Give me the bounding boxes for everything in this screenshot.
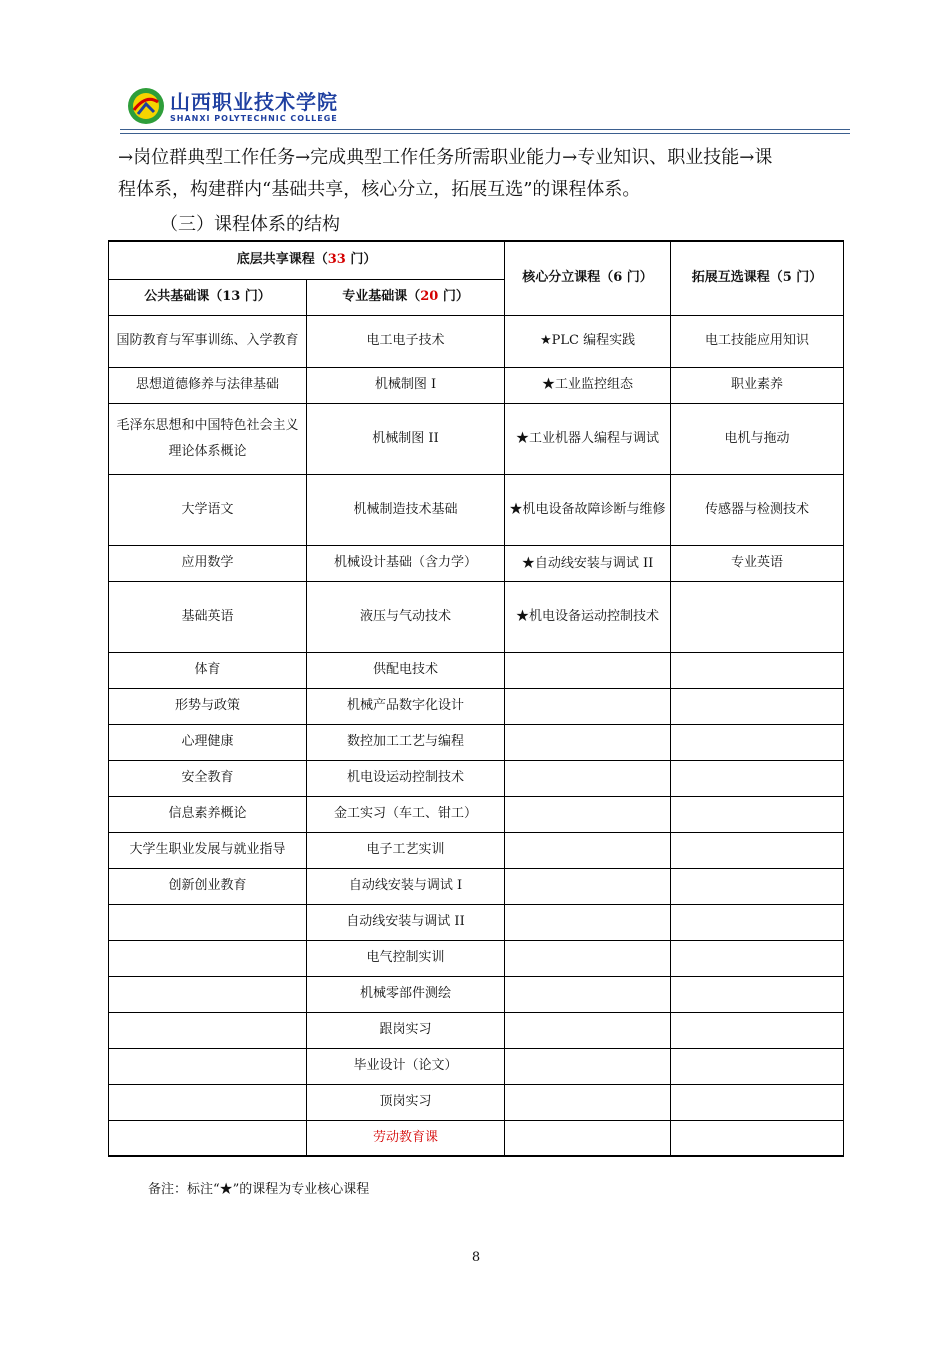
professional-basic-cell: 顶岗实习: [307, 1084, 505, 1120]
table-row: [109, 904, 844, 940]
public-basic-cell: [109, 976, 307, 1012]
elective-course-cell: [671, 976, 844, 1012]
elective-course-cell: [671, 868, 844, 904]
core-course-cell: [505, 868, 671, 904]
header-rule-thin: [120, 133, 850, 134]
public-basic-cell: [109, 1084, 307, 1120]
table-row: [109, 1048, 844, 1084]
elective-course-cell: [671, 1084, 844, 1120]
table-row: [109, 724, 844, 760]
public-basic-cell: 大学语文: [109, 474, 307, 545]
professional-basic-cell: 自动线安装与调试 II: [307, 904, 505, 940]
course-structure-table: [108, 240, 844, 1157]
footnote: 备注：标注“★”的课程为专业核心课程: [148, 1182, 370, 1197]
page-number: 8: [471, 1250, 481, 1265]
core-course-cell: [505, 904, 671, 940]
table-row: [109, 1084, 844, 1120]
core-course-cell: ★工业机器人编程与调试: [505, 403, 671, 474]
body-text-line-2: 程体系，构建群内“基础共享，核心分立，拓展互选”的课程体系。: [118, 179, 641, 200]
public-basic-cell: [109, 904, 307, 940]
core-course-cell: [505, 1084, 671, 1120]
table-row: [109, 581, 844, 652]
school-name-cn: 山西职业技术学院: [170, 90, 338, 114]
public-basic-cell: 心理健康: [109, 724, 307, 760]
public-basic-cell: 思想道德修养与法律基础: [109, 367, 307, 403]
professional-basic-cell: 机械制造技术基础: [307, 474, 505, 545]
course-table-body: [109, 315, 844, 1156]
public-basic-cell: 形势与政策: [109, 688, 307, 724]
table-row: [109, 688, 844, 724]
professional-basic-cell: 机械零部件测绘: [307, 976, 505, 1012]
core-course-cell: [505, 1048, 671, 1084]
public-basic-cell: 应用数学: [109, 545, 307, 581]
table-row: [109, 868, 844, 904]
elective-course-cell: 专业英语: [671, 545, 844, 581]
public-basic-cell: 大学生职业发展与就业指导: [109, 832, 307, 868]
public-basic-cell: 体育: [109, 652, 307, 688]
core-course-cell: [505, 1120, 671, 1156]
professional-basic-cell: 电气控制实训: [307, 940, 505, 976]
header-rule: [120, 129, 850, 130]
professional-basic-cell: 机电设运动控制技术: [307, 760, 505, 796]
elective-course-cell: 传感器与检测技术: [671, 474, 844, 545]
elective-course-cell: 电机与拖动: [671, 403, 844, 474]
shared-courses-header: 底层共享课程（33 门）: [109, 241, 505, 279]
elective-course-cell: [671, 796, 844, 832]
core-course-cell: [505, 688, 671, 724]
section-title: （三）课程体系的结构: [160, 214, 340, 235]
core-course-cell: ★PLC 编程实践: [505, 315, 671, 367]
core-course-cell: [505, 832, 671, 868]
table-row: [109, 545, 844, 581]
professional-basic-cell: 电子工艺实训: [307, 832, 505, 868]
public-basic-cell: [109, 1120, 307, 1156]
professional-basic-cell: 毕业设计（论文）: [307, 1048, 505, 1084]
core-course-cell: ★机电设备故障诊断与维修: [505, 474, 671, 545]
public-basic-cell: [109, 1012, 307, 1048]
elective-course-cell: [671, 940, 844, 976]
core-course-cell: [505, 940, 671, 976]
professional-basic-cell: 跟岗实习: [307, 1012, 505, 1048]
public-basic-cell: 基础英语: [109, 581, 307, 652]
table-row: [109, 367, 844, 403]
core-course-cell: [505, 796, 671, 832]
core-course-cell: ★工业监控组态: [505, 367, 671, 403]
public-basic-cell: [109, 940, 307, 976]
body-text-line-1: →岗位群典型工作任务→完成典型工作任务所需职业能力→专业知识、职业技能→课: [118, 147, 773, 168]
professional-basic-cell: 供配电技术: [307, 652, 505, 688]
table-row: [109, 796, 844, 832]
table-row: [109, 1012, 844, 1048]
elective-course-cell: [671, 724, 844, 760]
professional-basic-cell: 机械设计基础（含力学）: [307, 545, 505, 581]
professional-basic-cell: 机械产品数字化设计: [307, 688, 505, 724]
core-course-cell: [505, 652, 671, 688]
public-basic-cell: 安全教育: [109, 760, 307, 796]
elective-course-cell: 电工技能应用知识: [671, 315, 844, 367]
elective-courses-header: 拓展互选课程（5 门）: [671, 241, 844, 315]
core-courses-header: 核心分立课程（6 门）: [505, 241, 671, 315]
elective-course-cell: [671, 688, 844, 724]
table-row: [109, 315, 844, 367]
table-row: [109, 976, 844, 1012]
core-course-cell: [505, 760, 671, 796]
elective-course-cell: [671, 652, 844, 688]
table-row: [109, 760, 844, 796]
professional-basic-cell: 机械制图 I: [307, 367, 505, 403]
table-row: [109, 652, 844, 688]
public-basic-cell: 毛泽东思想和中国特色社会主义理论体系概论: [109, 403, 307, 474]
school-logo-icon: [126, 86, 166, 126]
elective-course-cell: [671, 760, 844, 796]
page-header: [120, 84, 850, 134]
elective-course-cell: [671, 904, 844, 940]
elective-course-cell: [671, 581, 844, 652]
table-row: [109, 832, 844, 868]
professional-basic-cell: 机械制图 II: [307, 403, 505, 474]
school-name-en: SHANXI POLYTECHNIC COLLEGE: [170, 114, 338, 123]
professional-basic-cell: 电工电子技术: [307, 315, 505, 367]
public-basic-cell: 信息素养概论: [109, 796, 307, 832]
public-basic-cell: 国防教育与军事训练、入学教育: [109, 315, 307, 367]
table-row: [109, 1120, 844, 1156]
core-course-cell: [505, 724, 671, 760]
elective-course-cell: [671, 1012, 844, 1048]
table-row: [109, 474, 844, 545]
public-basic-cell: 创新创业教育: [109, 868, 307, 904]
core-course-cell: [505, 976, 671, 1012]
professional-basic-cell: 液压与气动技术: [307, 581, 505, 652]
core-course-cell: ★自动线安装与调试 II: [505, 545, 671, 581]
professional-basic-cell: 自动线安装与调试 I: [307, 868, 505, 904]
table-row: [109, 403, 844, 474]
professional-basic-cell: 数控加工工艺与编程: [307, 724, 505, 760]
table-row: [109, 940, 844, 976]
public-basic-header: 公共基础课（13 门）: [109, 279, 307, 315]
elective-course-cell: 职业素养: [671, 367, 844, 403]
professional-basic-cell: 金工实习（车工、钳工）: [307, 796, 505, 832]
professional-basic-cell: 劳动教育课: [307, 1120, 505, 1156]
professional-basic-header: 专业基础课（20 门）: [307, 279, 505, 315]
public-basic-cell: [109, 1048, 307, 1084]
elective-course-cell: [671, 1120, 844, 1156]
elective-course-cell: [671, 1048, 844, 1084]
elective-course-cell: [671, 832, 844, 868]
core-course-cell: ★机电设备运动控制技术: [505, 581, 671, 652]
core-course-cell: [505, 1012, 671, 1048]
